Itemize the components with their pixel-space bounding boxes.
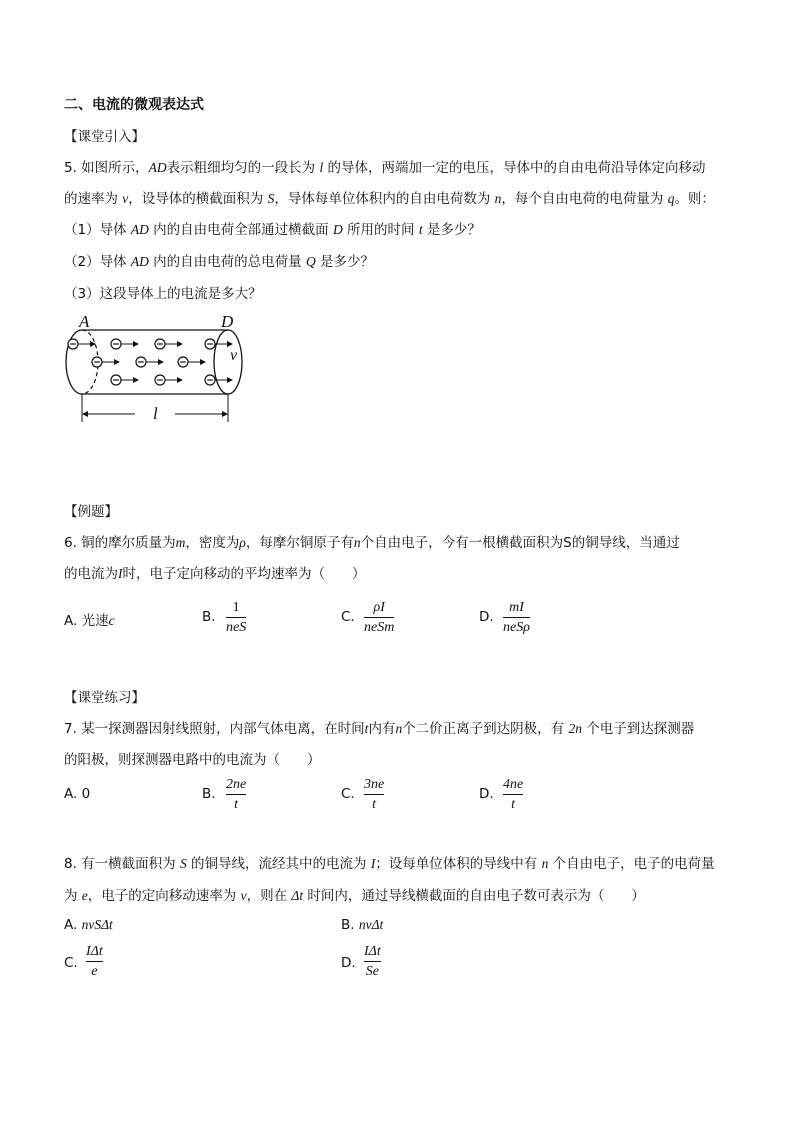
q8-line1: 8. 有一横截面积为 S 的铜导线，流经其中的电流为 I；设每单位体积的导线中有 n 个自由电子，电子的电荷量 [64, 856, 715, 872]
free-charge [155, 339, 182, 349]
free-charge [178, 357, 205, 367]
q7-option-b-label[interactable]: B. [202, 786, 216, 802]
free-charges [68, 339, 232, 385]
label-v: v [230, 347, 238, 364]
tag-practice: 【课堂练习】 [64, 690, 145, 706]
q6-line2: 的电流为I时，电子定向移动的平均速率为（ ） [64, 566, 366, 582]
q6-option-c-label[interactable]: C. [341, 609, 355, 625]
q7-option-d-label[interactable]: D. [479, 786, 494, 802]
q7-line1: 7. 某一探测器因射线照射，内部气体电离，在时间t内有n个二价正离子到达阴极，有 2n 个电子到达探测器 [64, 721, 695, 737]
conductor-diagram [60, 310, 260, 425]
q8-option-a[interactable]: A. nvSΔt [64, 917, 113, 933]
free-charge [68, 339, 95, 349]
q7-option-c-fraction: 3ne t [364, 777, 385, 812]
q8-option-c-fraction: IΔt e [86, 944, 103, 979]
q7-option-c-label[interactable]: C. [341, 786, 355, 802]
q7-option-b-fraction: 2ne t [226, 777, 247, 812]
q5-sub1: （1）导体 AD 内的自由电荷全部通过横截面 D 所用的时间 t 是多少？ [64, 222, 481, 238]
free-charge [111, 375, 138, 385]
q6-option-a[interactable]: A. 光速c [64, 613, 115, 629]
q7-option-a[interactable]: A. 0 [64, 786, 91, 802]
q6-option-c-fraction: ρI neSm [364, 600, 395, 635]
label-d: D [221, 312, 234, 331]
q5-line2: 的速率为 v，设导体的横截面积为 S，导体每单位体积内的自由电荷数为 n，每个自由电荷的电荷量为 q。则： [64, 191, 715, 207]
q7-line2: 的阳极，则探测器电路中的电流为（ ） [64, 752, 321, 768]
cross-section-d [214, 330, 242, 394]
q5-line1: 5. 如图所示，AD表示粗细均匀的一段长为 l 的导体，两端加一定的电压，导体中的自由电荷沿导体定向移动 [64, 160, 706, 176]
q6-option-b-fraction: 1 neS [226, 600, 247, 635]
label-a: A [79, 312, 90, 331]
free-charge [111, 339, 138, 349]
free-charge [205, 375, 232, 385]
free-charge [155, 375, 182, 385]
free-charge [92, 357, 119, 367]
q6-option-b-label[interactable]: B. [202, 609, 216, 625]
q8-option-d-label[interactable]: D. [341, 955, 356, 971]
free-charge [205, 339, 232, 349]
q8-line2: 为 e，电子的定向移动速率为 v，则在 Δt 时间内，通过导线横截面的自由电子数可表示为（ ） [64, 888, 645, 904]
q8-option-c-label[interactable]: C. [64, 955, 78, 971]
section-title: 二、电流的微观表达式 [64, 97, 204, 113]
q5-sub3: （3）这段导体上的电流是多大？ [64, 286, 262, 302]
q7-option-d-fraction: 4ne t [503, 777, 524, 812]
tag-intro: 【课堂引入】 [64, 129, 145, 145]
q6-option-d-fraction: mI neSρ [503, 600, 530, 635]
q5-sub2: （2）导体 AD 内的自由电荷的总电荷量 Q 是多少？ [64, 254, 375, 270]
q8-option-d-fraction: IΔt Se [364, 944, 381, 979]
q8-option-b[interactable]: B. nvΔt [341, 917, 384, 933]
tag-example: 【例题】 [64, 504, 118, 520]
free-charge [136, 357, 163, 367]
q6-line1: 6. 铜的摩尔质量为m，密度为ρ，每摩尔铜原子有n个自由电子，今有一根横截面积为S的铜导线，当通过 [64, 535, 680, 551]
q6-option-d-label[interactable]: D. [479, 609, 494, 625]
label-l: l [153, 404, 158, 423]
